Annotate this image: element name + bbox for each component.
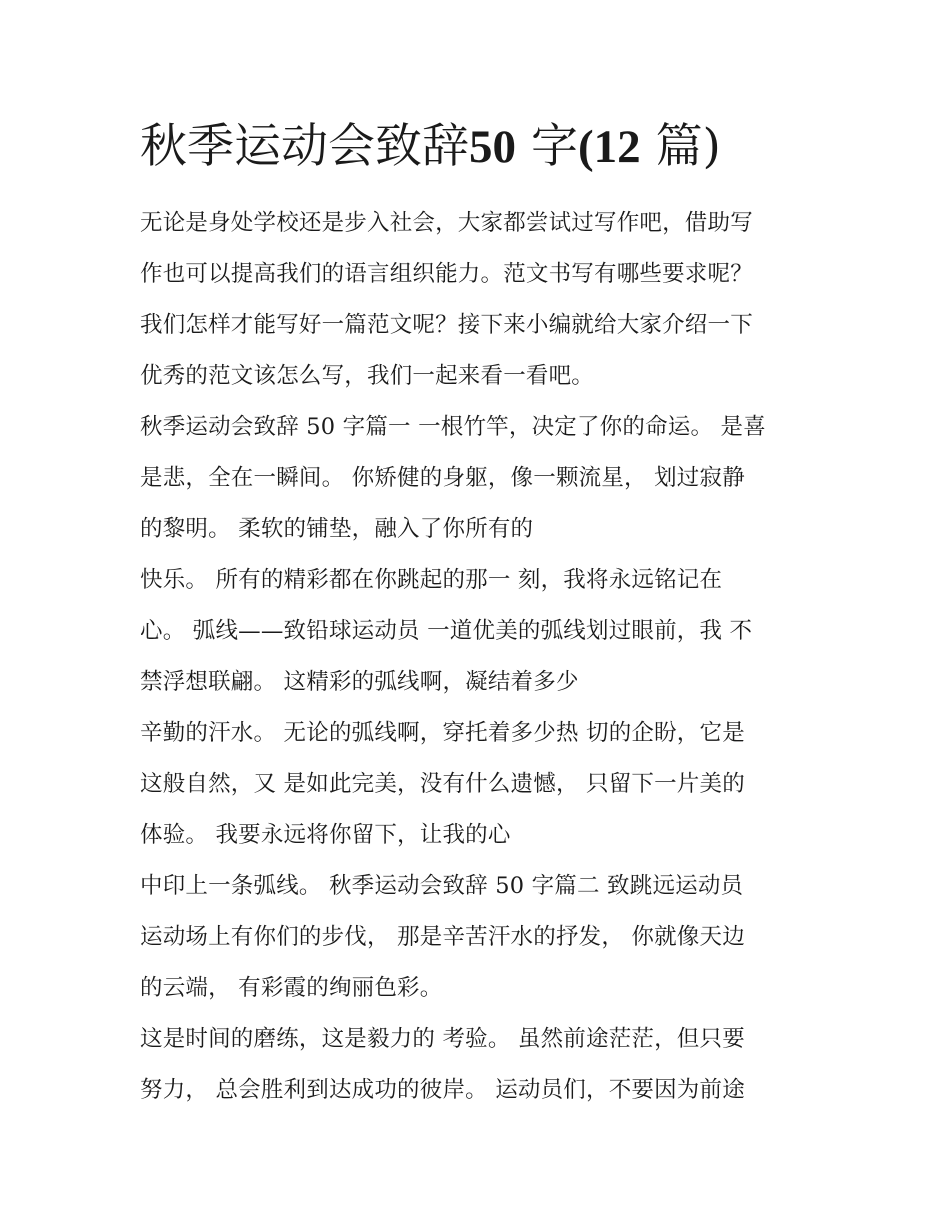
text-line: 优秀的范文该怎么写，我们一起来看一看吧。 — [140, 363, 595, 389]
title-mid: 字 — [530, 119, 578, 174]
text-line: 心。 弧线——致铅球运动员 一道优美的弧线划过眼前，我 不 — [140, 618, 753, 644]
title-prefix: 秋季运动会致辞 — [140, 119, 469, 174]
text-line: 辛勤的汗水。 无论的弧线啊，穿托着多少热 切的企盼，它是 — [140, 720, 745, 746]
text-line: 无论是身处学校还是步入社会，大家都尝试过写作吧，借助写 — [140, 210, 753, 236]
text-line: 我们怎样才能写好一篇范文呢？接下来小编就给大家介绍一下 — [140, 312, 753, 338]
body-text — [140, 198, 820, 1116]
text-line: 的黎明。 柔软的铺垫，融入了你所有的 — [140, 516, 534, 542]
page-title — [140, 116, 721, 178]
text-line: 是悲，全在一瞬间。 你矫健的身躯，像一颗流星， 划过寂静 — [140, 465, 745, 491]
text-line: 中印上一条弧线。 秋季运动会致辞 50 字篇二 致跳远运动员 — [140, 873, 744, 899]
text-line: 这般自然，又 是如此完美，没有什么遗憾， 只留下一片美的 — [140, 771, 745, 797]
text-line: 作也可以提高我们的语言组织能力。范文书写有哪些要求呢？ — [140, 261, 753, 287]
title-paren: (12 — [577, 121, 641, 173]
text-line: 快乐。 所有的精彩都在你跳起的那一 刻，我将永远铭记在 — [140, 567, 723, 593]
text-line: 努力， 总会胜利到达成功的彼岸。 运动员们，不要因为前途 — [140, 1077, 745, 1103]
text-line: 体验。 我要永远将你留下，让我的心 — [140, 822, 511, 848]
text-line: 这是时间的磨练，这是毅力的 考验。 虽然前途茫茫，但只要 — [140, 1026, 745, 1052]
text-line: 的云端， 有彩霞的绚丽色彩。 — [140, 975, 443, 1001]
text-line: 禁浮想联翩。 这精彩的弧线啊，凝结着多少 — [140, 669, 579, 695]
title-suffix: 篇) — [655, 119, 721, 174]
title-number: 50 — [469, 121, 516, 173]
text-line: 运动场上有你们的步伐， 那是辛苦汗水的抒发， 你就像天边 — [140, 924, 745, 950]
text-line: 秋季运动会致辞 50 字篇一 一根竹竿，决定了你的命运。 是喜 — [140, 414, 766, 440]
